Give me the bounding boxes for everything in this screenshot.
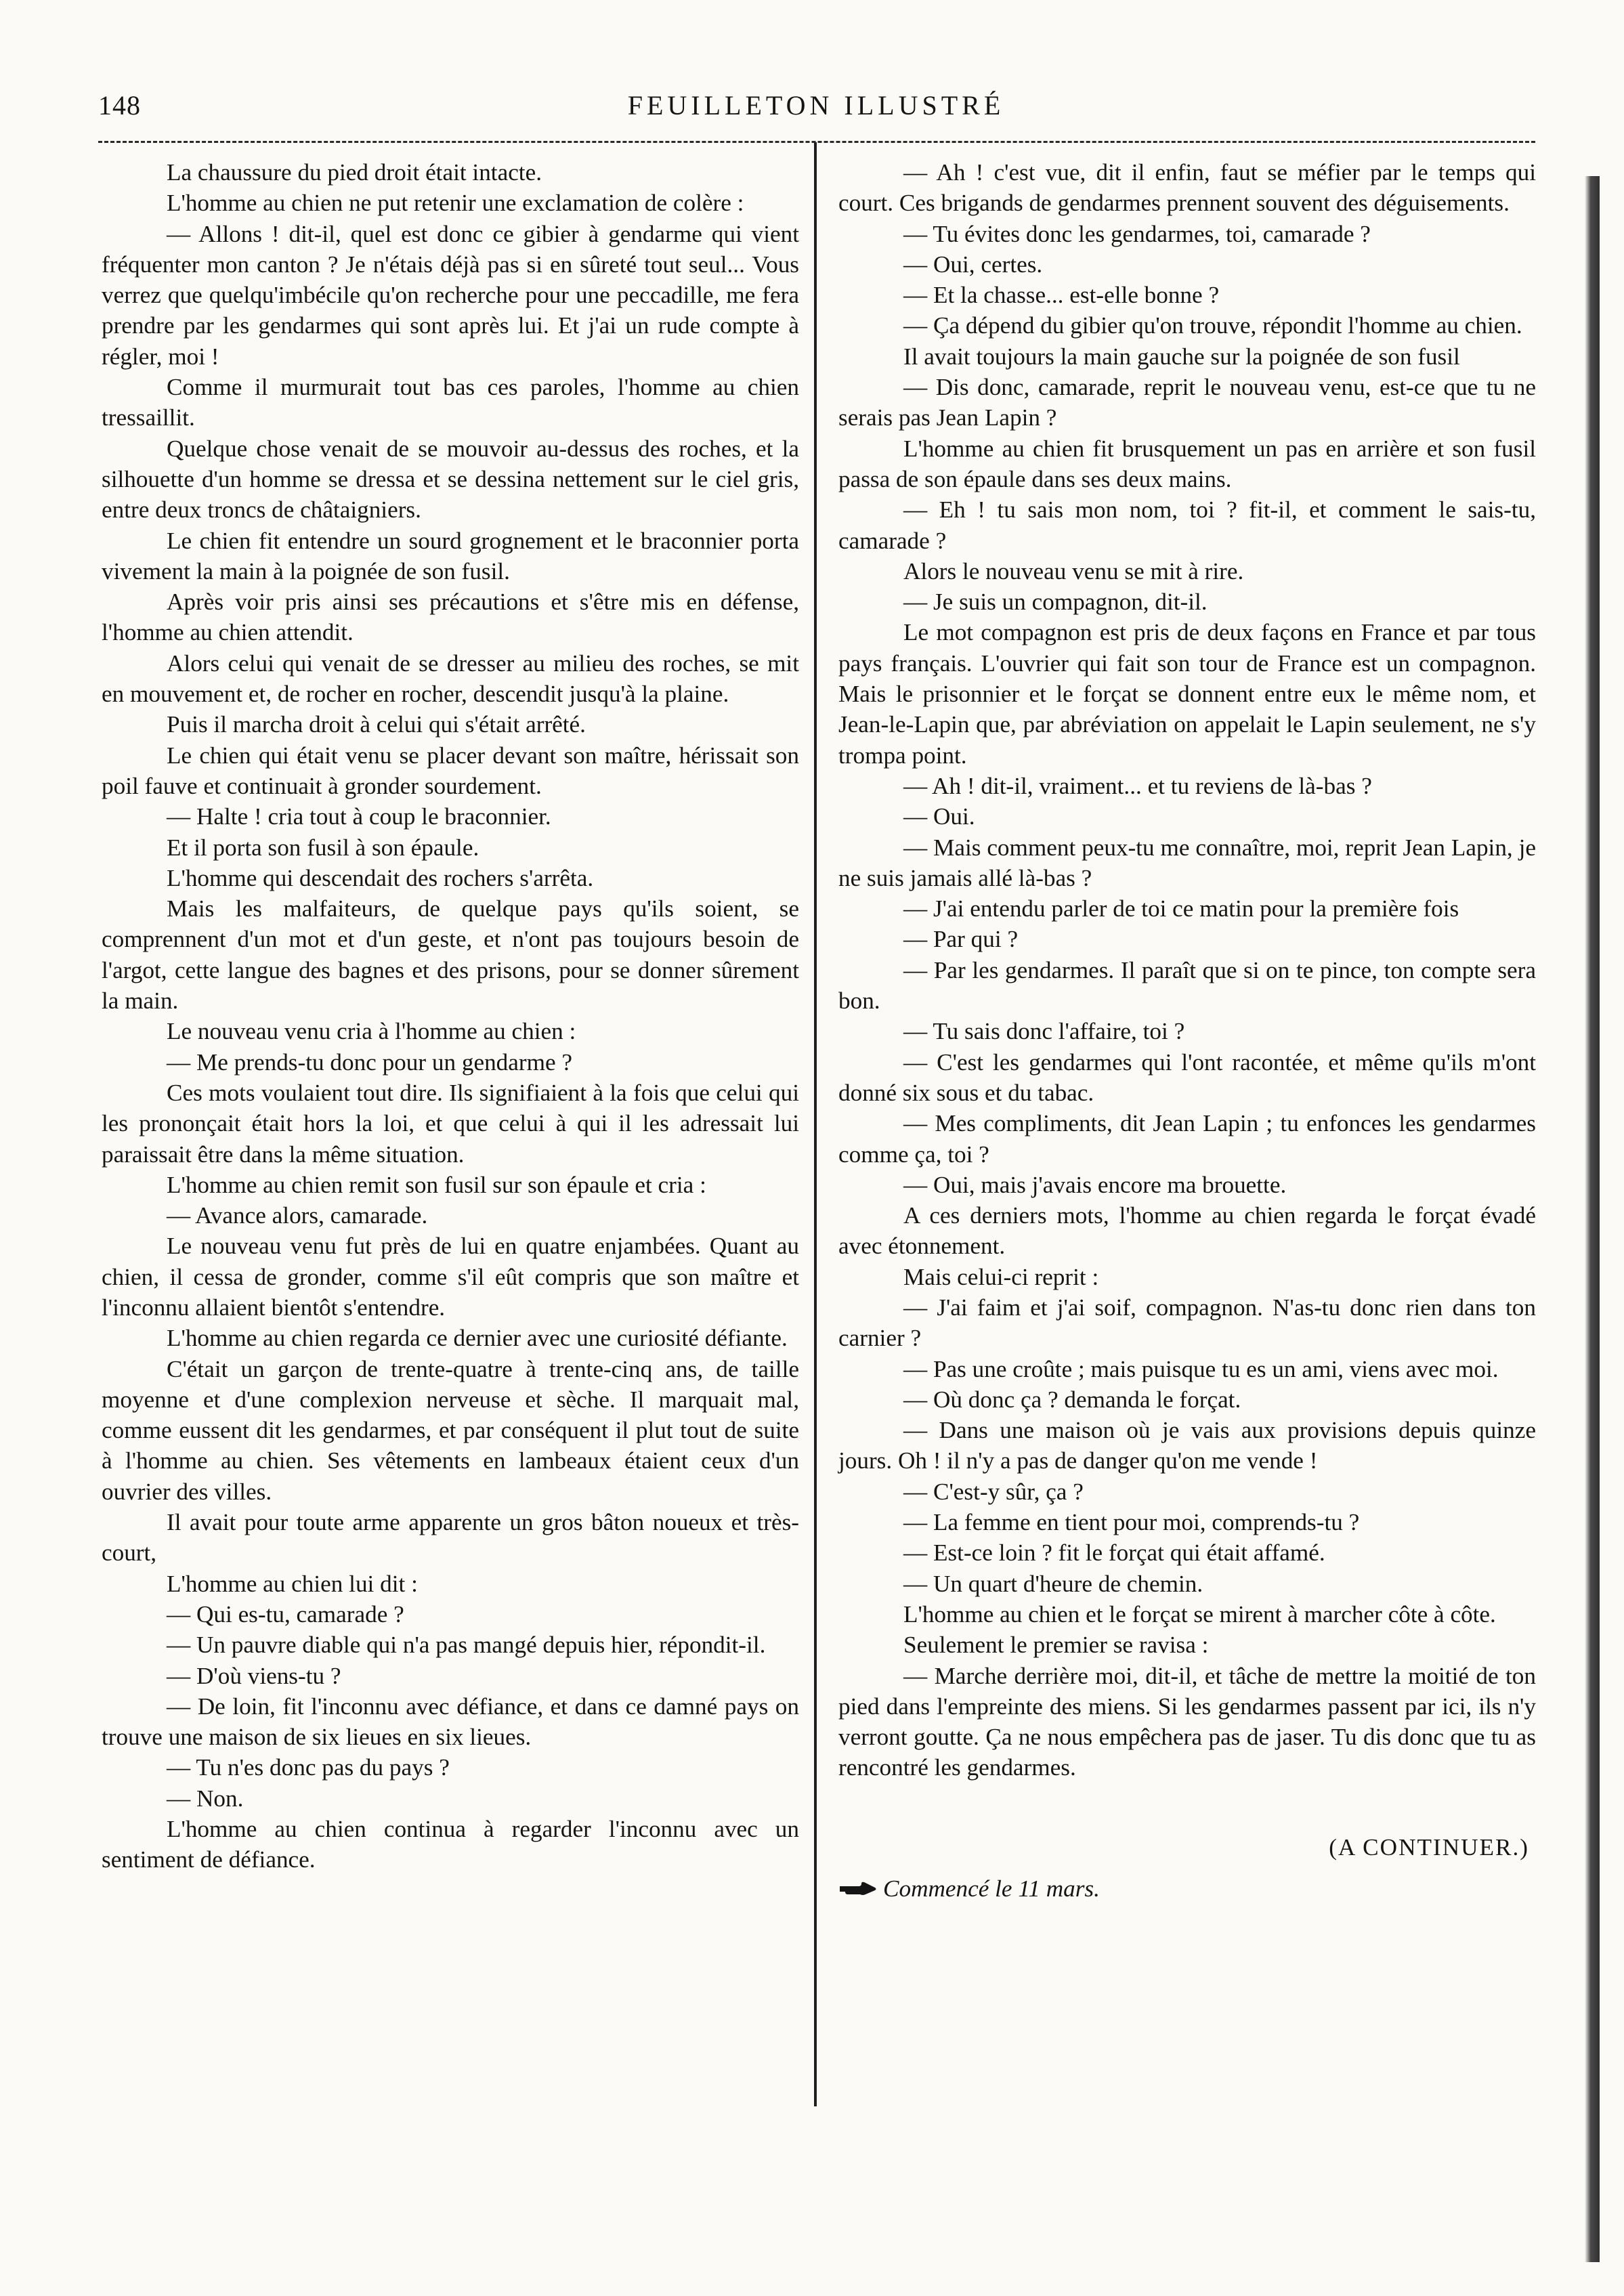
paragraph: Après voir pris ainsi ses précautions et s'être mis en défense, l'homme au chien attendit. [102,589,799,646]
paragraph: — Par qui ? [903,926,1019,953]
paragraph: A ces derniers mots, l'homme au chien regarda le forçat évadé avec étonnement. [838,1202,1536,1260]
paragraph: — D'où viens-tu ? [167,1662,341,1689]
commenced-text: Commencé le 11 mars. [883,1875,1100,1902]
column-divider [814,142,817,2106]
paragraph: L'homme au chien continua à regarder l'inconnu avec un sentiment de défiance. [102,1816,799,1873]
left-column [102,157,799,1875]
paragraph: — Oui. [903,803,975,830]
paragraph: Et il porta son fusil à son épaule. [167,834,479,861]
paragraph: — J'ai entendu parler de toi ce matin pour la première fois [903,895,1459,922]
paragraph: — C'est-y sûr, ça ? [903,1478,1084,1505]
paragraph: — Ah ! dit-il, vraiment... et tu reviens de là-bas ? [903,772,1372,799]
paragraph: Puis il marcha droit à celui qui s'était arrêté. [167,711,586,738]
paragraph: — Avance alors, camarade. [167,1202,428,1229]
paragraph: — Oui, mais j'avais encore ma brouette. [903,1171,1287,1198]
paragraph: — Halte ! cria tout à coup le braconnier. [167,803,551,830]
continuation-note: (A CONTINUER.) [1329,1833,1529,1861]
paragraph: — Est-ce loin ? fit le forçat qui était affamé. [903,1539,1325,1567]
paragraph: — Et la chasse... est-elle bonne ? [903,282,1220,309]
paragraph: Quelque chose venait de se mouvoir au-dessus des roches, et la silhouette d'un homme se dressa et se dessina nettement sur le ciel gris, entre deux troncs de châtaigniers. [102,435,799,524]
paragraph: Il avait pour toute arme apparente un gros bâton noueux et très-court, [102,1509,799,1567]
paragraph: — Dans une maison où je vais aux provisions depuis quinze jours. Oh ! il n'y a pas de danger qu'on me vende ! [838,1417,1536,1474]
paragraph: — Allons ! dit-il, quel est donc ce gibier à gendarme qui vient fréquenter mon canton ? Je n'étais déjà pas si en sûreté tout seul... Vous verrez que quelqu'imbécile qu'on recherche pour une peccadille, me fera prendre par les gendarmes qui sont après lui. Et j'ai un rude compte à régler, moi ! [102,220,799,370]
header-rule [98,141,1535,143]
paragraph: Ces mots voulaient tout dire. Ils signifiaient à la fois que celui qui les prononçait était hors la loi, et que celui à qui il les adressait lui paraissait être dans la même situation. [102,1079,799,1168]
paragraph: Le nouveau venu cria à l'homme au chien : [167,1018,576,1045]
paragraph: — Pas une croûte ; mais puisque tu es un ami, viens avec moi. [903,1355,1499,1382]
paragraph: — Eh ! tu sais mon nom, toi ? fit-il, et comment le sais-tu, camarade ? [838,496,1536,554]
right-column-body [838,157,1536,1783]
paragraph: — Un quart d'heure de chemin. [903,1570,1203,1597]
paragraph: Alors celui qui venait de se dresser au milieu des roches, se mit en mouvement et, de rocher en rocher, descendit jusqu'à la plaine. [102,650,799,708]
paragraph: L'homme au chien regarda ce dernier avec une curiosité défiante. [167,1325,788,1352]
paragraph: — Marche derrière moi, dit-il, et tâche de mettre la moitié de ton pied dans l'empreinte des miens. Si les gendarmes passent par ici, ils n'y verront goutte. Ça ne nous empêchera pas de jaser. Tu dis donc que tu as rencontré les gendarmes. [838,1662,1536,1781]
paragraph: Alors le nouveau venu se mit à rire. [903,557,1244,584]
paragraph: — Ah ! c'est vue, dit il enfin, faut se méfier par le temps qui court. Ces brigands de gendarmes prennent souvent des déguisements. [838,159,1536,217]
paragraph: Mais celui-ci reprit : [903,1263,1099,1290]
paragraph: — Ça dépend du gibier qu'on trouve, répondit l'homme au chien. [903,312,1522,339]
paragraph: — Par les gendarmes. Il paraît que si on te pince, ton compte sera bon. [838,956,1536,1015]
paragraph: — J'ai faim et j'ai soif, compagnon. N'as-tu donc rien dans ton carnier ? [838,1294,1536,1352]
paragraph: — Oui, certes. [903,251,1043,278]
paragraph: Mais les malfaiteurs, de quelque pays qu'ils soient, se comprennent d'un mot et d'un geste, et n'ont pas toujours besoin de l'argot, cette langue des bagnes et des prisons, pour se donner sûrement la main. [102,895,799,1015]
pointing-hand-icon [838,1879,878,1898]
paragraph: — Me prends-tu donc pour un gendarme ? [167,1048,572,1076]
paragraph: Le mot compagnon est pris de deux façons en France et par tous pays français. L'ouvrier qui fait son tour de France est un compagnon. Mais le prisonnier et le forçat se donnent entre eux le même nom, et Jean-le-Lapin que, par abréviation on appelait le Lapin seulement, ne s'y trompa point. [838,619,1536,769]
paragraph: Le chien fit entendre un sourd grognement et le braconnier porta vivement la main à la poignée de son fusil. [102,527,799,584]
paragraph: L'homme au chien remit son fusil sur son épaule et cria : [167,1171,706,1198]
paragraph: — La femme en tient pour moi, comprends-tu ? [903,1509,1360,1536]
paragraph: Seulement le premier se ravisa : [903,1632,1209,1659]
paragraph: C'était un garçon de trente-quatre à trente-cinq ans, de taille moyenne et d'une complexion nerveuse et sèche. Il marquait mal, comme eussent dit les gendarmes, et par conséquent il plut tout de suite à l'homme au chien. Ses vêtements en lambeaux étaient ceux d'un ouvrier des villes. [102,1355,799,1505]
paragraph: — C'est les gendarmes qui l'ont racontée, et même qu'ils m'ont donné six sous et du tabac. [838,1048,1536,1106]
paragraph: La chaussure du pied droit était intacte. [167,159,542,186]
paragraph: — Qui es-tu, camarade ? [167,1600,404,1628]
paragraph: — Je suis un compagnon, dit-il. [903,589,1208,616]
paragraph: — De loin, fit l'inconnu avec défiance, et dans ce damné pays on trouve une maison de six lieues en six lieues. [102,1693,799,1751]
paragraph: — Non. [167,1785,244,1812]
commenced-note [838,1873,1536,1904]
right-column [838,157,1536,1904]
paragraph: L'homme au chien fit brusquement un pas en arrière et son fusil passa de son épaule dans ses deux mains. [838,435,1536,492]
paragraph: L'homme au chien lui dit : [167,1570,418,1597]
paragraph: — Tu n'es donc pas du pays ? [167,1754,450,1781]
paragraph: Le chien qui était venu se placer devant son maître, hérissait son poil fauve et continuait à gronder sourdement. [102,742,799,799]
paragraph: Le nouveau venu fut près de lui en quatre enjambées. Quant au chien, il cessa de gronder, comme s'il eût compris que son maître et l'inconnu allaient bientôt s'entendre. [102,1233,799,1321]
paragraph: — Tu sais donc l'affaire, toi ? [903,1018,1185,1045]
paragraph: — Dis donc, camarade, reprit le nouveau venu, est-ce que tu ne serais pas Jean Lapin ? [838,374,1536,431]
paragraph: Comme il murmurait tout bas ces paroles, l'homme au chien tressaillit. [102,374,799,431]
paragraph: — Tu évites donc les gendarmes, toi, camarade ? [903,220,1371,247]
page-number: 148 [98,90,141,121]
page-header [98,89,1534,130]
paragraph: — Mais comment peux-tu me connaître, moi, reprit Jean Lapin, je ne suis jamais allé là-bas ? [838,834,1536,891]
paragraph: — Un pauvre diable qui n'a pas mangé depuis hier, répondit-il. [167,1632,766,1659]
paragraph: L'homme au chien ne put retenir une exclamation de colère : [167,190,744,217]
paragraph: — Où donc ça ? demanda le forçat. [903,1386,1241,1413]
running-title: FEUILLETON ILLUSTRÉ [627,90,1005,121]
page-edge-shadow [1585,176,1600,2262]
paragraph: Il avait toujours la main gauche sur la poignée de son fusil [903,343,1460,370]
paragraph: — Mes compliments, dit Jean Lapin ; tu enfonces les gendarmes comme ça, toi ? [838,1110,1536,1168]
paragraph: L'homme qui descendait des rochers s'arrêta. [167,864,594,891]
paragraph: L'homme au chien et le forçat se mirent à marcher côte à côte. [903,1600,1496,1628]
